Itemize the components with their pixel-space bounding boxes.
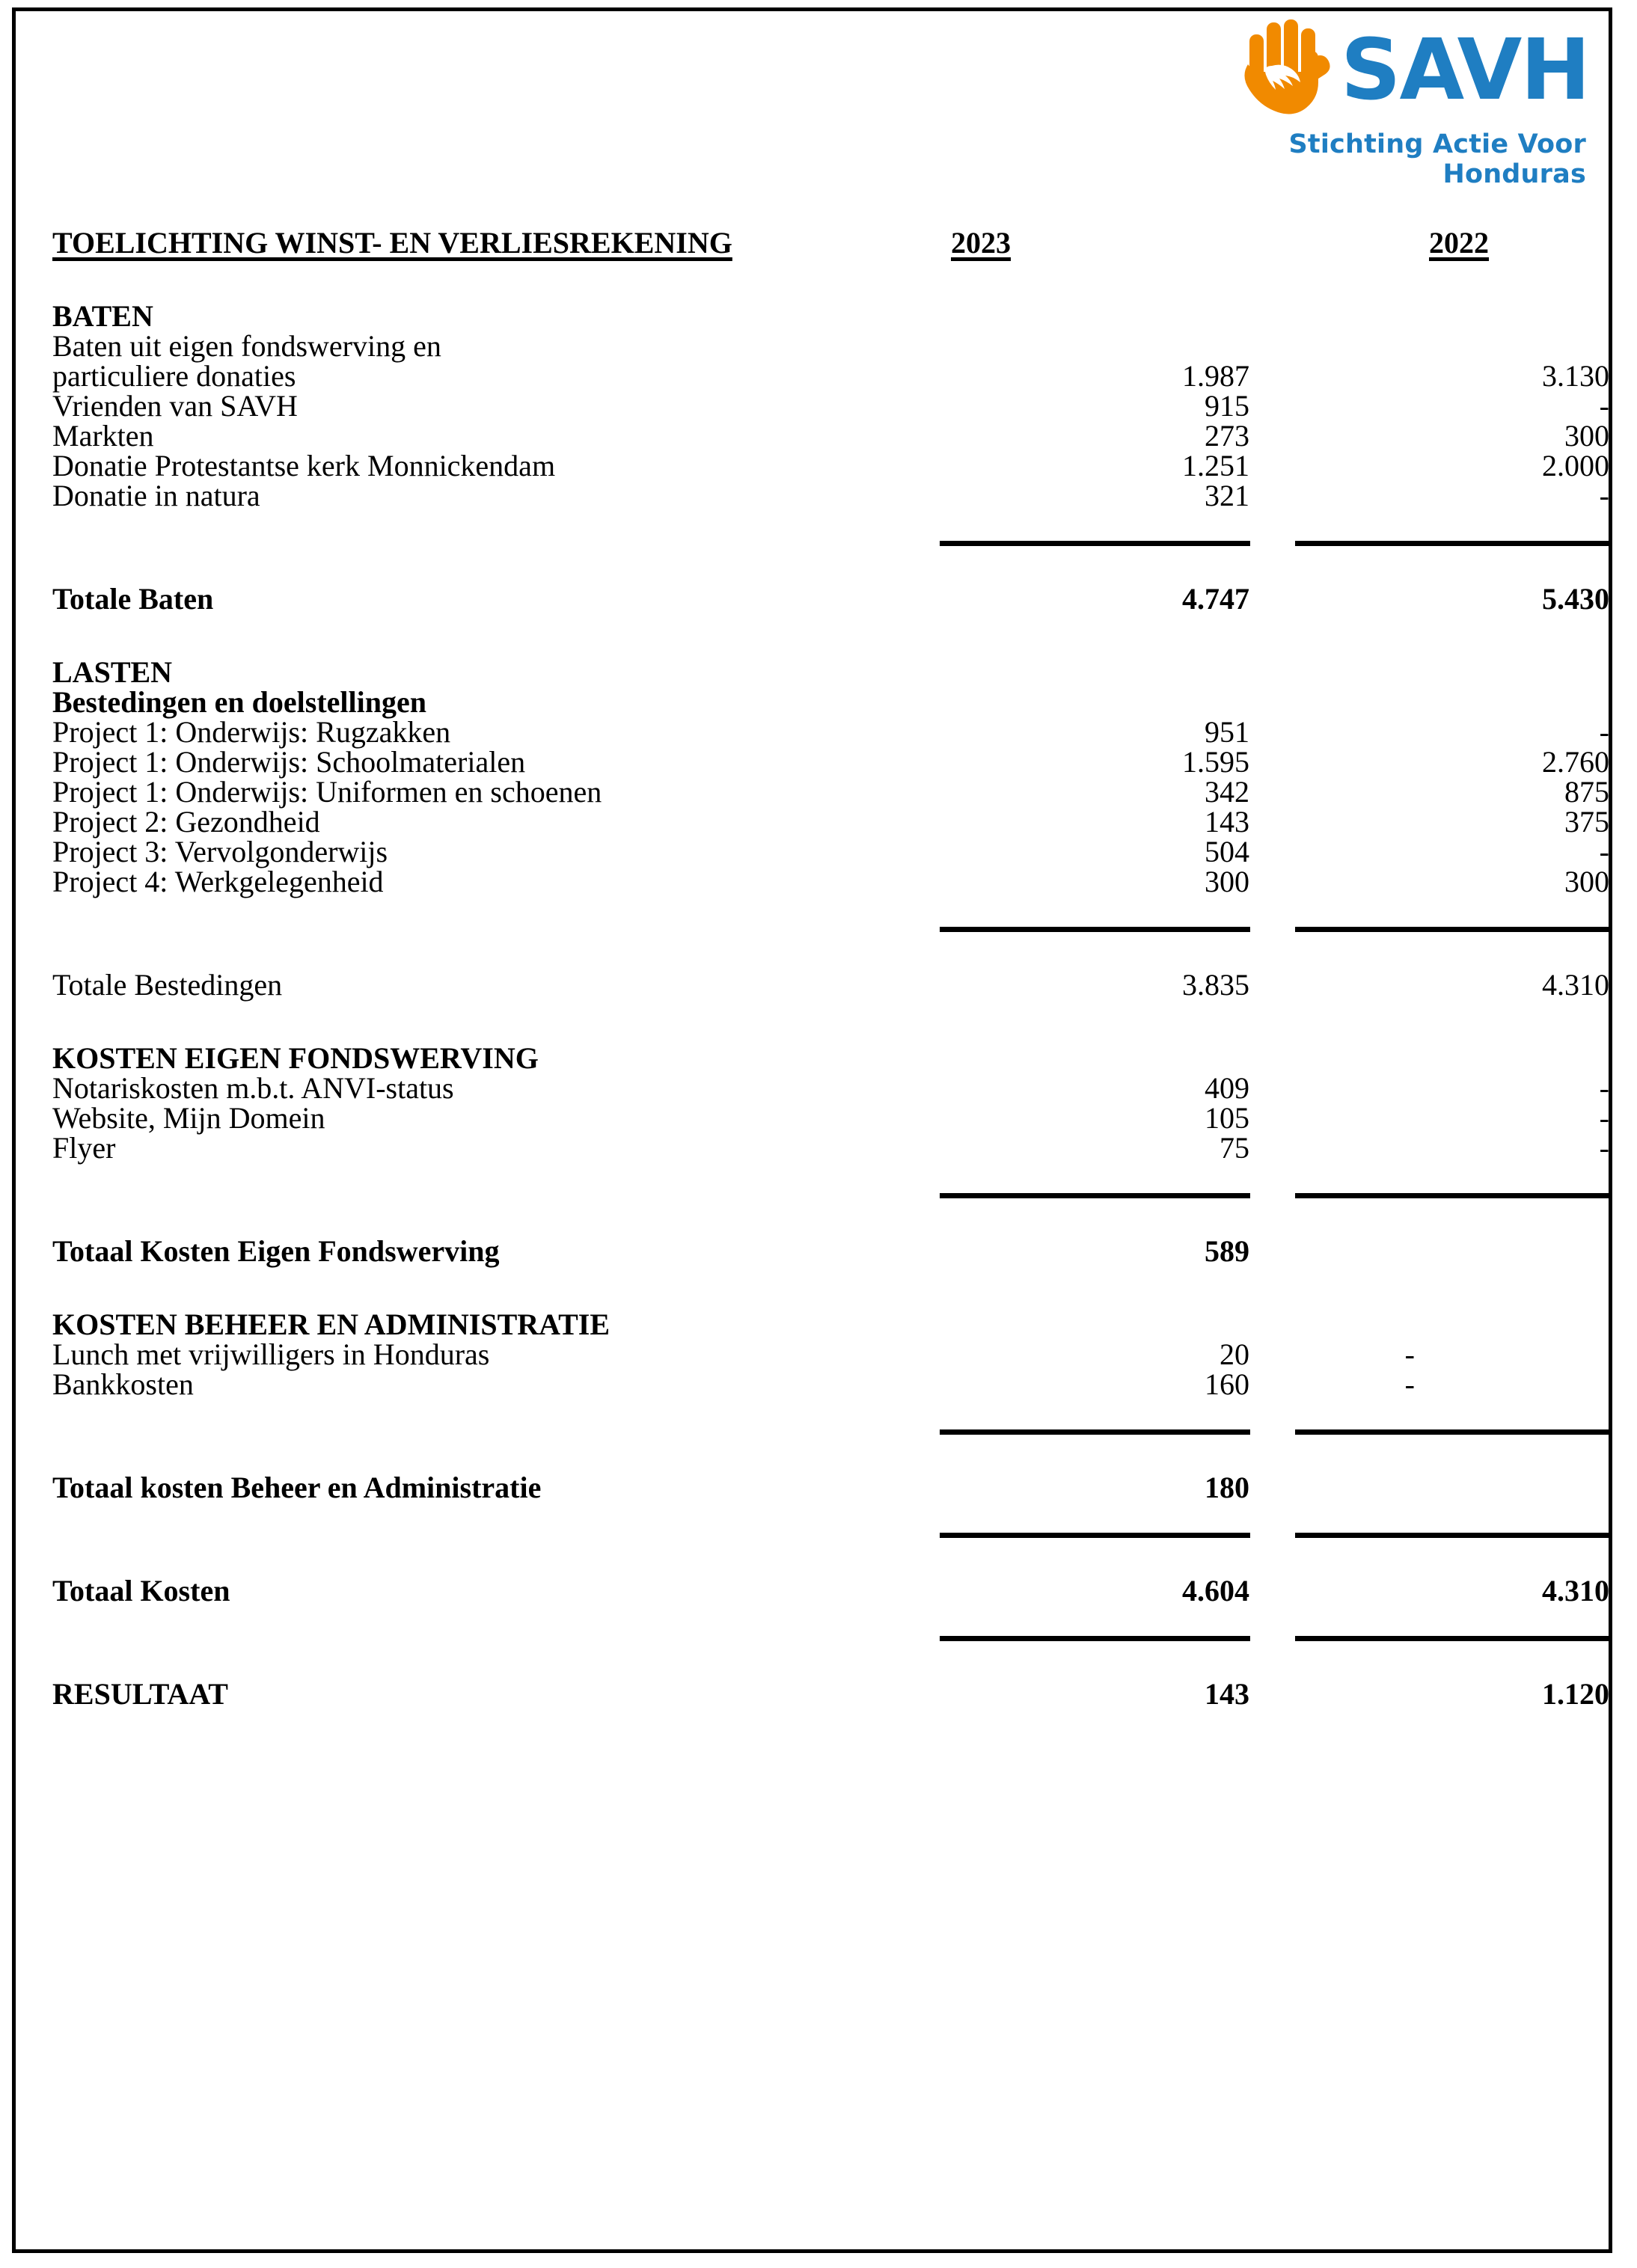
spacer — [52, 614, 1597, 658]
line-item-label: Bankkosten — [52, 1367, 194, 1401]
section-heading-baten — [52, 301, 1597, 331]
spacer — [52, 258, 1597, 301]
line-item-label: Donatie Protestantse kerk Monnickendam — [52, 449, 556, 482]
line-item-value-2022: - — [1404, 1337, 1415, 1371]
total-value-2022: 5.430 — [1542, 582, 1609, 616]
logo-row — [1170, 14, 1589, 126]
line-item-value-2022: - — [1599, 715, 1609, 749]
spacer — [52, 511, 1597, 541]
line-item-label: Vrienden van SAVH — [52, 389, 298, 423]
spacer — [52, 1000, 1597, 1043]
spacer — [52, 897, 1597, 927]
section-heading-fondswerving — [52, 1043, 1597, 1073]
line-item-value-2023: 75 — [1220, 1131, 1249, 1165]
page-title: TOELICHTING WINST- EN VERLIESREKENING — [52, 226, 732, 260]
line-item-value-2023: 105 — [1205, 1101, 1249, 1135]
line-item-label: particuliere donaties — [52, 359, 296, 393]
line-item-value-2023: 409 — [1205, 1071, 1249, 1105]
line-item-value-2023: 342 — [1205, 775, 1249, 809]
profit-loss-statement — [52, 226, 1609, 1711]
line-item-baten-0 — [52, 331, 1597, 361]
line-item-value-2022: 375 — [1564, 805, 1609, 839]
line-item-baten-2 — [52, 389, 1609, 423]
line-item-value-2023: 300 — [1205, 865, 1249, 898]
total-value-2022: 4.310 — [1542, 1574, 1609, 1607]
line-item-label: Website, Mijn Domein — [52, 1101, 325, 1135]
line-item-value-2023: 273 — [1205, 419, 1249, 453]
section-heading-lasten — [52, 655, 1597, 689]
section-subheading-bestedingen — [52, 687, 1597, 717]
line-item-label: Project 1: Onderwijs: Schoolmaterialen — [52, 745, 526, 779]
line-item-label: Project 3: Vervolgonderwijs — [52, 835, 388, 868]
line-item-label: Flyer — [52, 1131, 116, 1165]
line-item-lasten-4 — [52, 835, 1609, 868]
line-item-label: Markten — [52, 419, 154, 453]
spacer — [52, 1429, 1597, 1473]
spacer — [52, 1606, 1597, 1636]
line-item-value-2023: 504 — [1205, 835, 1249, 868]
spacer — [52, 1193, 1597, 1236]
total-value-2023: 3.835 — [1182, 968, 1249, 1002]
line-item-value-2022: 300 — [1564, 865, 1609, 898]
line-item-baten-4 — [52, 449, 1609, 482]
total-value-2023: 143 — [1205, 1677, 1249, 1711]
line-item-value-2023: 160 — [1205, 1367, 1249, 1401]
section-heading-label: BATEN — [52, 299, 153, 333]
line-item-lasten-1 — [52, 745, 1609, 779]
statement-header-row — [52, 228, 1597, 258]
logo-wordmark: SAVH — [1340, 22, 1589, 119]
line-item-value-2023: 20 — [1220, 1337, 1249, 1371]
total-row-totaal-kosten — [52, 1574, 1609, 1607]
line-item-value-2022: 300 — [1564, 419, 1609, 453]
column-header-2022: 2022 — [1429, 226, 1489, 260]
line-item-lasten-2 — [52, 775, 1609, 809]
line-item-value-2022: - — [1599, 479, 1609, 512]
total-value-2023: 4.604 — [1182, 1574, 1249, 1607]
line-item-label: Donatie in natura — [52, 479, 260, 512]
line-item-value-2023: 321 — [1205, 479, 1249, 512]
section-heading-label: KOSTEN EIGEN FONDSWERVING — [52, 1041, 539, 1075]
total-value-2022: 1.120 — [1542, 1677, 1609, 1711]
section-subheading-label: Bestedingen en doelstellingen — [52, 685, 427, 719]
savh-logo — [1170, 14, 1589, 189]
line-item-value-2022: 2.760 — [1542, 745, 1609, 779]
line-item-baten-3 — [52, 419, 1609, 453]
line-item-fondswerving-2 — [52, 1131, 1609, 1165]
total-row-beheer — [52, 1473, 1597, 1503]
total-row-baten — [52, 582, 1609, 616]
total-value-2022: 4.310 — [1542, 968, 1609, 1002]
total-value-2023: 589 — [1205, 1234, 1249, 1268]
total-value-2023: 4.747 — [1182, 582, 1249, 616]
spacer — [52, 1503, 1597, 1533]
line-item-value-2022: - — [1599, 1071, 1609, 1105]
line-item-value-2022: - — [1599, 389, 1609, 423]
line-item-lasten-3 — [52, 805, 1609, 839]
document-page — [12, 7, 1612, 2253]
hand-icon — [1239, 18, 1335, 123]
logo-tagline: Stichting Actie Voor Honduras — [1288, 129, 1586, 189]
line-item-value-2022: - — [1599, 1101, 1609, 1135]
line-item-lasten-5 — [52, 865, 1609, 898]
section-heading-label: KOSTEN BEHEER EN ADMINISTRATIE — [52, 1308, 610, 1341]
line-item-value-2022: 2.000 — [1542, 449, 1609, 482]
line-item-label: Project 4: Werkgelegenheid — [52, 865, 384, 898]
line-item-value-2022: - — [1599, 835, 1609, 868]
line-item-value-2022: - — [1599, 1131, 1609, 1165]
spacer — [52, 1533, 1597, 1576]
total-label: Totaal Kosten Eigen Fondswerving — [52, 1234, 500, 1268]
line-item-baten-5 — [52, 479, 1609, 512]
line-item-value-2023: 1.987 — [1182, 359, 1249, 393]
line-item-value-2022: - — [1404, 1367, 1415, 1401]
spacer — [52, 1163, 1597, 1193]
line-item-value-2023: 1.251 — [1182, 449, 1249, 482]
line-item-label: Project 2: Gezondheid — [52, 805, 320, 839]
total-label: Totale Bestedingen — [52, 968, 283, 1002]
line-item-fondswerving-0 — [52, 1071, 1609, 1105]
spacer — [52, 927, 1597, 970]
total-label: Totaal kosten Beheer en Administratie — [52, 1471, 542, 1504]
line-item-value-2023: 951 — [1205, 715, 1249, 749]
line-item-baten-1 — [52, 359, 1609, 393]
total-label: Totaal Kosten — [52, 1574, 230, 1607]
line-item-label: Notariskosten m.b.t. ANVI-status — [52, 1071, 454, 1105]
line-item-value-2023: 915 — [1205, 389, 1249, 423]
line-item-label: Lunch met vrijwilligers in Honduras — [52, 1337, 490, 1371]
line-item-lasten-0 — [52, 715, 1609, 749]
line-item-label: Project 1: Onderwijs: Rugzakken — [52, 715, 451, 749]
section-heading-label: LASTEN — [52, 655, 173, 689]
line-item-value-2022: 875 — [1564, 775, 1609, 809]
line-item-value-2023: 143 — [1205, 805, 1249, 839]
line-item-label: Baten uit eigen fondswerving en — [52, 329, 441, 363]
spacer — [52, 1636, 1597, 1679]
total-value-2023: 180 — [1205, 1471, 1249, 1504]
section-heading-beheer — [52, 1310, 1597, 1340]
spacer — [52, 541, 1597, 584]
line-item-beheer-1 — [52, 1367, 1597, 1401]
total-label: RESULTAAT — [52, 1677, 228, 1711]
total-row-resultaat — [52, 1677, 1609, 1711]
total-label: Totale Baten — [52, 582, 214, 616]
line-item-label: Project 1: Onderwijs: Uniformen en schoenen — [52, 775, 602, 809]
spacer — [52, 1266, 1597, 1310]
line-item-value-2023: 1.595 — [1182, 745, 1249, 779]
total-row-fondswerving — [52, 1236, 1597, 1266]
column-header-2023: 2023 — [951, 226, 1011, 260]
total-row-bestedingen — [52, 968, 1609, 1002]
line-item-value-2022: 3.130 — [1542, 359, 1609, 393]
line-item-fondswerving-1 — [52, 1101, 1609, 1135]
line-item-beheer-0 — [52, 1337, 1597, 1371]
spacer — [52, 1400, 1597, 1429]
